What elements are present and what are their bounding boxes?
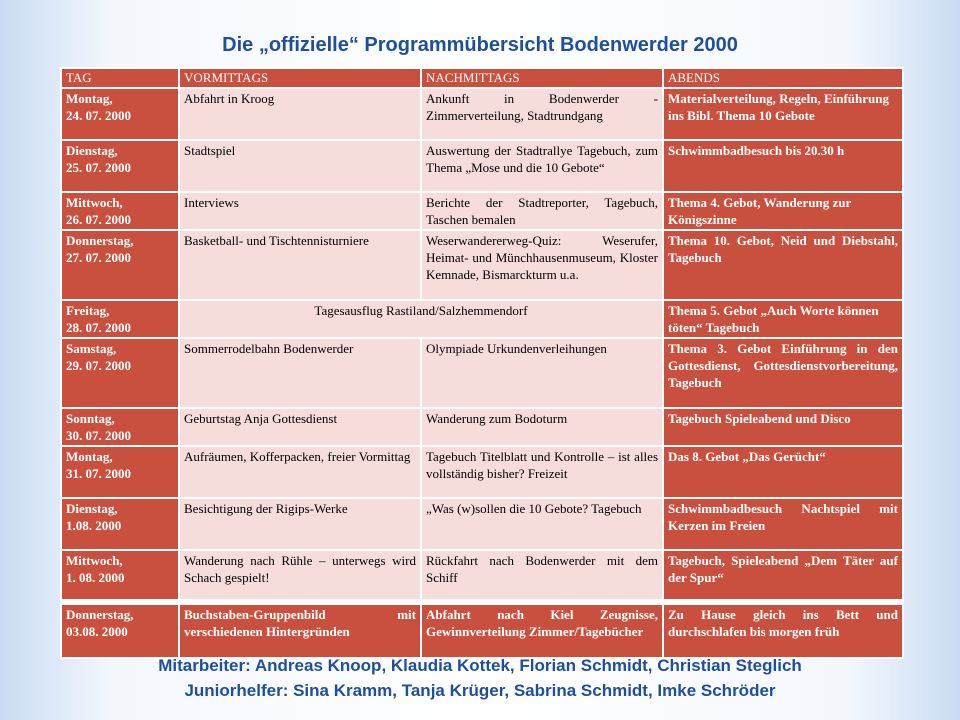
evening-cell: Schwimmbadbesuch bis 20.30 h [663,140,903,192]
date: 24. 07. 2000 [66,108,131,123]
page-title: Die „offizielle“ Programmübersicht Bodenwerder 2000 [222,34,738,56]
weekday: Mittwoch, [66,195,123,210]
weekday: Mittwoch, [66,553,123,568]
afternoon-cell: Olympiade Urkundenverleihungen [421,338,663,408]
date: 30. 07. 2000 [66,428,131,443]
weekday: Donnerstag, [66,607,134,622]
day-cell [61,498,179,550]
weekday: Montag, [66,91,113,106]
morning-cell: Besichtigung der Rigips-Werke [179,498,421,550]
morning-cell: Basketball- und Tischtennisturniere [179,230,421,300]
weekday: Freitag, [66,303,110,318]
junior-helpers-line: Juniorhelfer: Sina Kramm, Tanja Krüger, Sabrina Schmidt, Imke Schröder [184,681,776,700]
day-cell [61,602,179,658]
table-row [61,602,903,658]
morning-cell: Geburtstag Anja Gottesdienst [179,408,421,446]
table-row [61,230,903,300]
header-day: TAG [61,68,179,88]
afternoon-cell: Rückfahrt nach Bodenwerder mit dem Schiff [421,550,663,602]
weekday: Dienstag, [66,143,118,158]
evening-cell: Zu Hause gleich ins Bett und durchschlafen bis morgen früh [663,602,903,658]
program-table [60,67,904,659]
table-row [61,192,903,230]
day-cell [61,446,179,498]
afternoon-cell: Auswertung der Stadtrallye Tagebuch, zum Thema „Mose und die 10 Gebote“ [421,140,663,192]
afternoon-cell: Weserwandererweg-Quiz: Weserufer, Heimat- und Münchhausenmuseum, Kloster Kemnade, Bismarckturm u.a. [421,230,663,300]
day-cell [61,300,179,338]
morning-cell: Abfahrt in Kroog [179,88,421,140]
table-row [61,300,903,338]
date: 27. 07. 2000 [66,250,131,265]
morning-cell: Aufräumen, Kofferpacken, freier Vormittag [179,446,421,498]
date: 26. 07. 2000 [66,212,131,227]
date: 25. 07. 2000 [66,160,131,175]
table-row [61,88,903,140]
morning-cell: Stadtspiel [179,140,421,192]
header-afternoon: NACHMITTAGS [421,68,663,88]
evening-cell: Tagebuch Spieleabend und Disco [663,408,903,446]
table-row [61,446,903,498]
evening-cell: Schwimmbadbesuch Nachtspiel mit Kerzen im Freien [663,498,903,550]
weekday: Dienstag, [66,501,118,516]
weekday: Donnerstag, [66,233,134,248]
evening-cell: Thema 10. Gebot, Neid und Diebstahl, Tagebuch [663,230,903,300]
evening-cell: Thema 3. Gebot Einführung in den Gottesdienst, Gottesdienstvorbereitung, Tagebuch [663,338,903,408]
evening-cell: Tagebuch, Spieleabend „Dem Täter auf der Spur“ [663,550,903,602]
evening-cell: Thema 4. Gebot, Wanderung zur Königszinne [663,192,903,230]
evening-cell: Das 8. Gebot „Das Gerücht“ [663,446,903,498]
date: 1. 08. 2000 [66,570,125,585]
weekday: Samstag, [66,341,117,356]
morning-cell: Buchstaben-Gruppenbild mit verschiedenen Hintergründen [179,602,421,658]
day-cell [61,192,179,230]
evening-cell: Materialverteilung, Regeln, Einführung ins Bibl. Thema 10 Gebote [663,88,903,140]
morning-cell: Interviews [179,192,421,230]
header-row [61,68,903,88]
day-cell [61,550,179,602]
date: 1.08. 2000 [66,518,122,533]
afternoon-cell: Wanderung zum Bodoturm [421,408,663,446]
table-row [61,498,903,550]
morning-cell: Sommerrodelbahn Bodenwerder [179,338,421,408]
date: 29. 07. 2000 [66,358,131,373]
table-row [61,408,903,446]
weekday: Montag, [66,449,113,464]
date: 03.08. 2000 [66,624,128,639]
afternoon-cell: Tagebuch Titelblatt und Kontrolle – ist alles vollständig bisher? Freizeit [421,446,663,498]
table-row [61,140,903,192]
staff-line: Mitarbeiter: Andreas Knoop, Klaudia Kottek, Florian Schmidt, Christian Steglich [158,656,802,675]
evening-cell: Thema 5. Gebot „Auch Worte können töten“ Tagebuch [663,300,903,338]
afternoon-cell: „Was (w)sollen die 10 Gebote? Tagebuch [421,498,663,550]
afternoon-cell: Berichte der Stadtreporter, Tagebuch, Taschen bemalen [421,192,663,230]
header-evening: ABENDS [663,68,903,88]
day-cell [61,338,179,408]
morning-cell: Wanderung nach Rühle – unterwegs wird Schach gespielt! [179,550,421,602]
day-cell [61,408,179,446]
afternoon-cell: Ankunft in Bodenwerder - Zimmerverteilung, Stadtrundgang [421,88,663,140]
afternoon-cell: Abfahrt nach Kiel Zeugnisse, Gewinnverteilung Zimmer/Tagebücher [421,602,663,658]
day-cell [61,140,179,192]
table-row [61,550,903,602]
merged-day-cell: Tagesausflug Rastiland/Salzhemmendorf [179,300,663,338]
header-morning: VORMITTAGS [179,68,421,88]
table-row [61,338,903,408]
weekday: Sonntag, [66,411,115,426]
day-cell [61,88,179,140]
date: 28. 07. 2000 [66,320,131,335]
date: 31. 07. 2000 [66,466,131,481]
day-cell [61,230,179,300]
